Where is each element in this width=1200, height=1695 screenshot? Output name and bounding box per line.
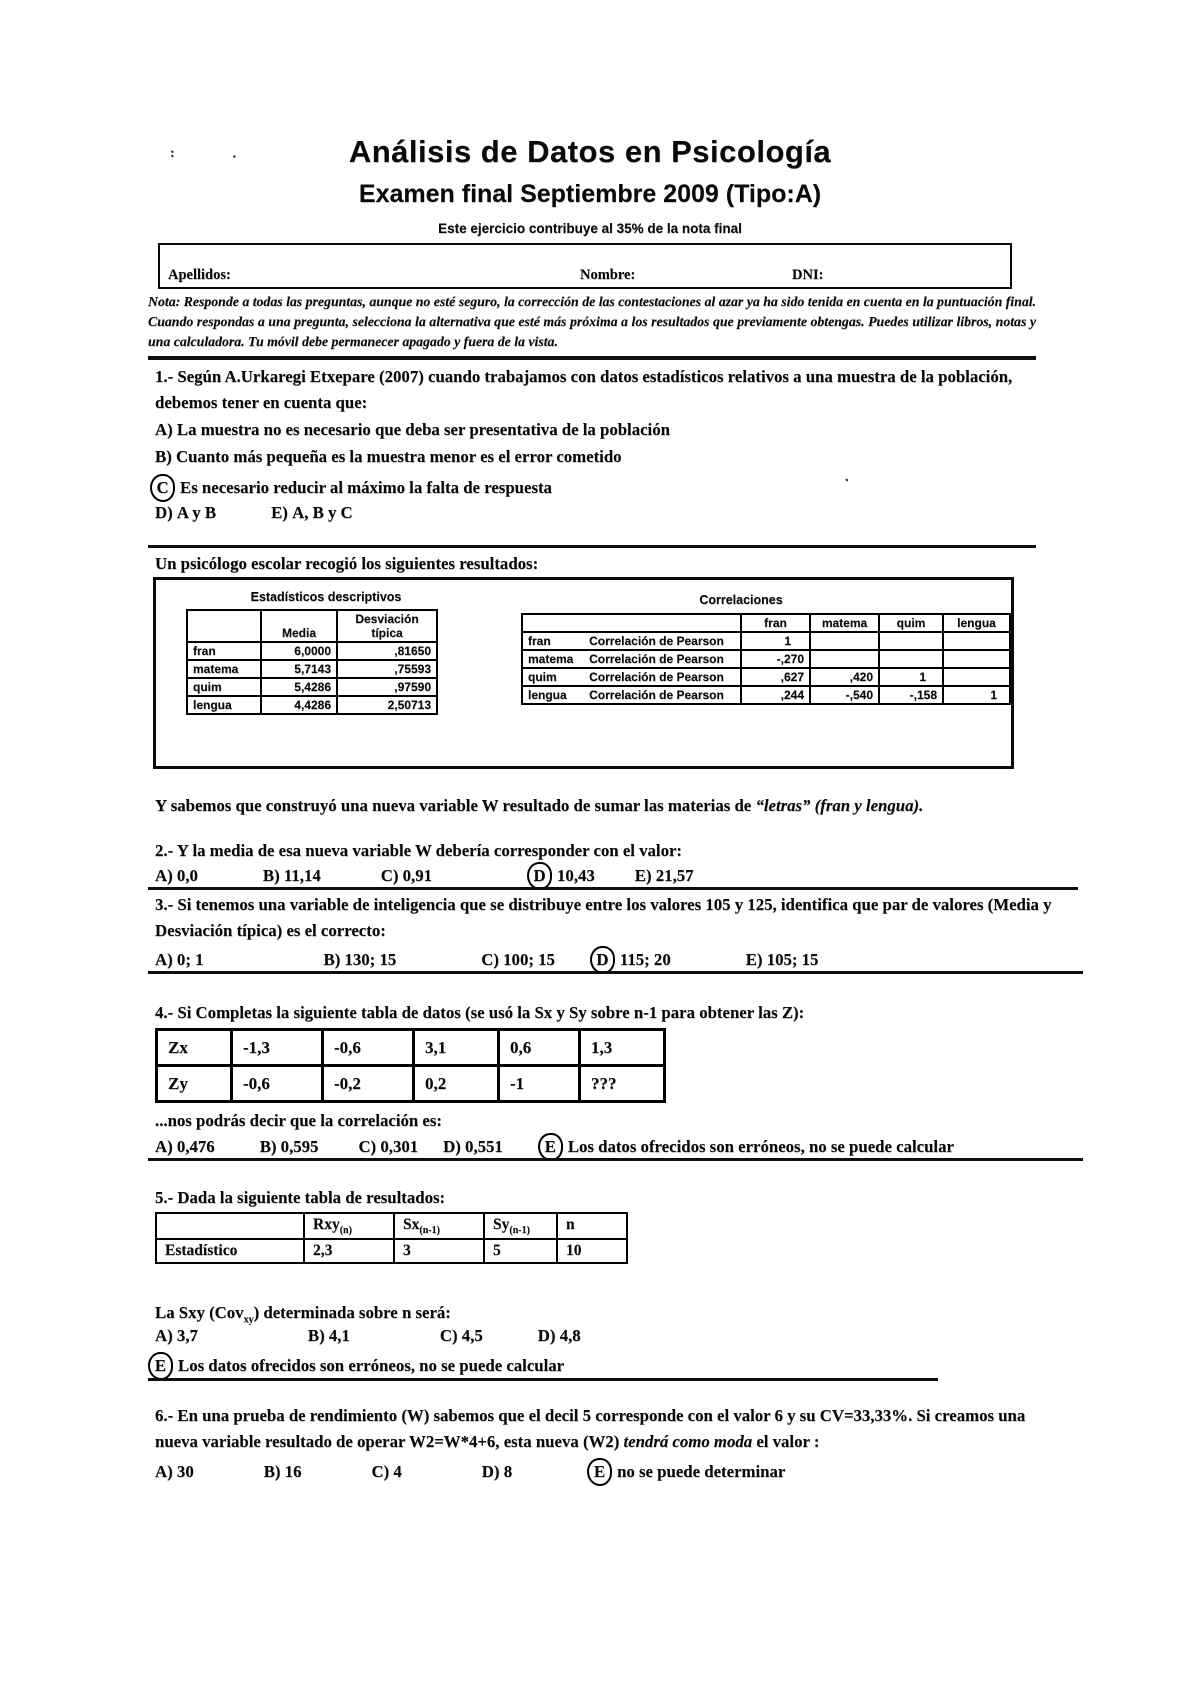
col-header-n: n [557,1213,627,1239]
cell-blank [187,610,261,642]
table-row [522,668,1010,686]
w-note-mid: ( [810,796,821,815]
descriptives-table [186,609,438,715]
row-label: lengua [187,696,261,714]
divider [148,545,1036,548]
option-text: 11,14 [283,866,321,885]
scan-artifact: · [232,150,237,165]
option-letter: A) [155,1137,173,1156]
col-header-sx: $Sx_{(n-1)}$ [394,1213,484,1239]
row-label: quim [522,668,584,686]
value-cell [810,632,879,650]
divider [148,1158,1083,1161]
q6-text-emph: tendrá como moda [623,1432,753,1451]
w-note-materias: fran y lengua [820,796,914,815]
value-cell: 4,4286 [261,696,337,714]
option-letter: C) [481,950,499,969]
option-letter: C) [358,1137,377,1156]
row-label: lengua [522,686,584,704]
option-text: 3,7 [176,1326,198,1345]
circled-answer-mark: E [587,1458,612,1486]
col-header: quim [879,614,943,632]
question-2-text: 2.- Y la media de esa nueva variable W debería corresponder con el valor: [155,841,683,860]
option-text: 0,0 [176,866,198,885]
q5-followup-text: La Sxy (Cov$_{xy}$) determinada sobre n será: [155,1303,451,1326]
q2-options [155,862,694,890]
contribution-note: Este ejercicio contribuye al 35% de la nota final [438,221,742,236]
option-letter: A) [155,950,173,969]
circled-answer-mark: D [590,946,615,974]
value-cell [943,632,1010,650]
q1-option-c [150,474,552,502]
col-header-media: Media [261,610,337,642]
option-letter: C) [371,1462,390,1481]
option-letter: E) [271,503,288,522]
q5-options-ad [155,1326,581,1346]
table-row [156,1213,627,1239]
option-text: A, B y C [292,503,353,522]
option-letter: B) [155,447,172,466]
option-text: A y B [176,503,217,522]
q4-z-table [155,1028,666,1103]
question-6-text [155,1403,1060,1455]
option-text: 0,476 [176,1137,215,1156]
w-note-letras: “letras” [755,796,811,815]
option-text: Cuanto más pequeña es la muestra menor es el error cometido [175,447,622,466]
value-cell: 5,7143 [261,660,337,678]
table-row [522,632,1010,650]
table-row [156,1239,627,1263]
option-letter: B) [323,950,341,969]
identity-fields-box [158,243,1012,289]
value-cell [879,632,943,650]
stat-label: Correlación de Pearson [584,686,741,704]
q6-text-post: el valor : [752,1432,820,1451]
correlations-table [521,613,1011,705]
circled-answer-mark: E [148,1352,173,1380]
circled-answer-mark: C [150,474,175,502]
option-letter: A) [155,1326,173,1345]
q1-option-a [155,420,670,440]
cell-blank [522,614,741,632]
stat-label: Correlación de Pearson [584,632,741,650]
option-text: Los datos ofrecidos son erróneos, no se puede calcular [567,1137,954,1156]
row-label: matema [522,650,584,668]
option-letter: D) [443,1137,461,1156]
option-letter: D) [155,503,173,522]
table-row [187,678,437,696]
question-4-text: 4.- Si Completas la siguiente tabla de datos (se usó la Sx y Sy sobre n-1 para obtener las Z): [155,1003,805,1022]
row-label: Zy [157,1066,232,1102]
row-label: quim [187,678,261,696]
option-letter: D) [537,1326,556,1345]
apellidos-label: Apellidos: [168,267,231,283]
divider [148,887,1078,890]
row-label: Estadístico [156,1239,304,1263]
q6-options [155,1458,785,1486]
value-cell [943,650,1010,668]
option-text: 105; 15 [766,950,819,969]
option-text: 0,91 [402,866,433,885]
value-cell: ,627 [741,668,810,686]
question-5-text: 5.- Dada la siguiente tabla de resultados: [155,1188,446,1207]
table-row [187,696,437,714]
value-cell: -,158 [879,686,943,704]
value-cell: 1,3 [580,1030,665,1066]
value-cell: ,244 [741,686,810,704]
option-text: 10,43 [557,866,595,885]
value-cell: 0,6 [499,1030,580,1066]
option-letter: A) [155,866,173,885]
results-intro: Un psicólogo escolar recogió los siguientes resultados: [155,554,539,573]
table-row [522,686,1010,704]
option-text: 30 [176,1462,194,1481]
value-cell: ,97590 [337,678,437,696]
option-text: 0,595 [280,1137,319,1156]
value-cell: -,540 [810,686,879,704]
value-cell: 1 [741,632,810,650]
option-text: La muestra no es necesario que deba ser presentativa de la población [176,420,670,439]
option-text: 4 [393,1462,402,1481]
option-text: 115; 20 [619,950,671,969]
table-row [187,610,437,642]
value-cell [810,650,879,668]
correlations-title: Correlaciones [699,593,783,607]
question-1-text: 1.- Según A.Urkaregi Etxepare (2007) cuando trabajamos con datos estadísticos relativos a una muestra de la población, debemos tener en cuenta que: [155,367,1013,412]
dni-label: DNI: [792,267,824,283]
q4-options [155,1133,954,1161]
option-text: 100; 15 [503,950,555,969]
option-letter: E) [634,866,652,885]
scan-artifact: : [170,146,175,161]
option-text: 4,1 [328,1326,350,1345]
option-text: 8 [503,1462,513,1481]
option-letter: C) [439,1326,458,1345]
value-cell: -0,2 [323,1066,414,1102]
row-label: fran [522,632,584,650]
value-cell: -0,6 [323,1030,414,1066]
value-cell: 1 [943,686,1010,704]
value-cell: ,81650 [337,642,437,660]
option-letter: B) [262,866,280,885]
table-row [157,1066,665,1102]
divider [148,1378,938,1381]
option-text: no se puede determinar [617,1462,786,1481]
value-cell [943,668,1010,686]
table-row [157,1030,665,1066]
col-header: matema [810,614,879,632]
option-letter: A) [155,1462,173,1481]
option-letter: B) [307,1326,325,1345]
question-3-text: 3.- Si tenemos una variable de inteligencia que se distribuye entre los valores 105 y 125, identifica que par de valores (Media y Desviación típica) es el correcto: [155,895,1052,940]
value-cell: ,420 [810,668,879,686]
q4-followup-text: ...nos podrás decir que la correlación es: [155,1111,442,1130]
row-label: Zx [157,1030,232,1066]
circled-answer-mark: D [527,862,552,890]
divider [148,356,1036,360]
w-note-pre: Y sabemos que construyó una nueva variable W resultado de sumar las materias de [155,796,756,815]
value-cell: ,75593 [337,660,437,678]
option-letter: B) [263,1462,281,1481]
table-row [522,614,1010,632]
row-label: matema [187,660,261,678]
option-text: 16 [284,1462,302,1481]
w-variable-note [155,793,1045,819]
table-row [522,650,1010,668]
option-text: 0; 1 [176,950,204,969]
descriptives-title: Estadísticos descriptivos [250,590,402,604]
value-cell: 2,50713 [337,696,437,714]
option-letter: D) [481,1462,500,1481]
option-text: Es necesario reducir al máximo la falta de respuesta [180,478,552,497]
value-cell: -,270 [741,650,810,668]
divider [148,971,1083,974]
w-note-post: ). [913,796,924,815]
value-cell: 2,3 [304,1239,394,1263]
value-cell: 5 [484,1239,557,1263]
cell-blank [156,1213,304,1239]
stat-label: Correlación de Pearson [584,650,741,668]
exam-instructions-note: Nota: Responde a todas las preguntas, aunque no esté seguro, la corrección de las contestaciones al azar ya ha sido tenida en cuenta en la puntuación final. Cuando respondas a una pregunta, selecciona la alternativa que esté más próxima a los resultados que previamente obtengas. Puedes utilizar libros, notas y una calculadora. Tu móvil debe permanecer apagado y fuera de la vista. [148,294,1036,349]
value-cell: 3,1 [414,1030,499,1066]
col-header-sd: Desviación típica [337,610,437,642]
option-text: 0,551 [465,1137,503,1156]
value-cell: 1 [879,668,943,686]
q5-results-table [155,1212,628,1264]
value-cell: 0,2 [414,1066,499,1102]
option-text: Los datos ofrecidos son erróneos, no se puede calcular [178,1356,565,1375]
option-text: 21,57 [655,866,694,885]
q1-option-b [155,447,622,467]
results-box [153,577,1014,769]
option-letter: A) [155,420,173,439]
col-header-rxy: Rxy$_{(n)}$ [304,1213,394,1239]
option-text: 4,8 [559,1326,581,1345]
option-letter: E) [745,950,763,969]
col-header: fran [741,614,810,632]
circled-answer-mark: E [538,1133,563,1161]
q5-option-e [148,1352,564,1380]
row-label: fran [187,642,261,660]
col-header-sy: $Sy_{(n-1)}$ [484,1213,557,1239]
stat-label: Correlación de Pearson [584,668,741,686]
option-letter: B) [259,1137,277,1156]
value-cell: 10 [557,1239,627,1263]
nombre-label: Nombre: [580,267,636,283]
option-text: 4,5 [461,1326,483,1345]
table-row [187,642,437,660]
option-letter: C) [380,866,399,885]
value-cell: -1,3 [232,1030,323,1066]
value-cell: 3 [394,1239,484,1263]
value-cell: ??? [580,1066,665,1102]
exam-subtitle: Examen final Septiembre 2009 (Tipo:A) [358,180,822,208]
page-title: Análisis de Datos en Psicología [348,134,832,169]
col-header: lengua [943,614,1010,632]
value-cell [879,650,943,668]
q6-text-pre: 6.- En una prueba de rendimiento (W) sabemos que el decil 5 corresponde con el valor 6 y su CV=33,33%. Si creamos una nueva variable resultado de operar W2=W*4+6, esta nueva (W2) [155,1406,1026,1451]
scan-artifact: . [845,470,849,485]
option-text: 130; 15 [344,950,397,969]
q3-options [155,946,818,974]
value-cell: -1 [499,1066,580,1102]
q1-options-de [155,503,353,523]
table-row [187,660,437,678]
value-cell: -0,6 [232,1066,323,1102]
value-cell: 6,0000 [261,642,337,660]
value-cell: 5,4286 [261,678,337,696]
option-text: 0,301 [380,1137,419,1156]
